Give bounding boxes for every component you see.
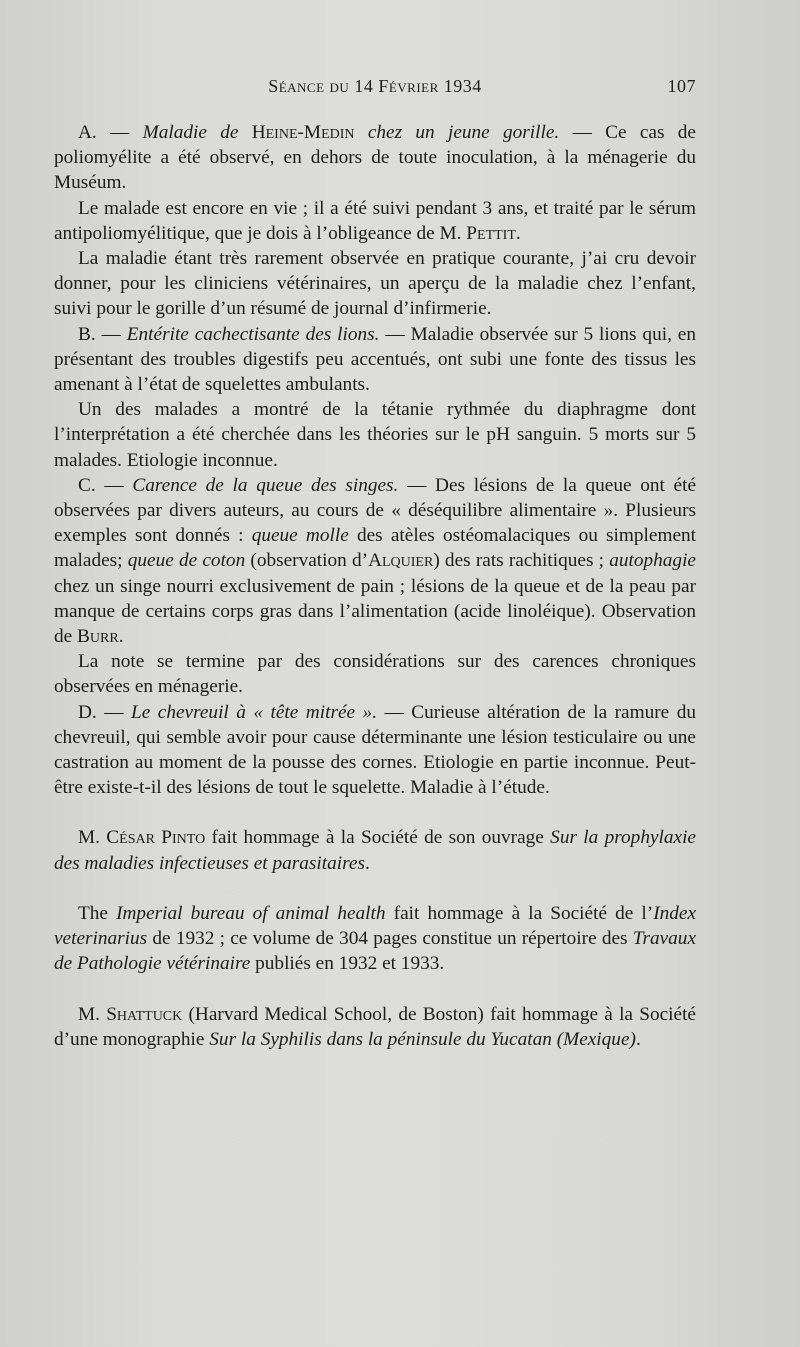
paragraph-a-heine-medin: A. — Maladie de Heine-Medin chez un jeune gorille. — Ce cas de poliomyélite a été observé, en dehors de toute inoculation, à la ménagerie du Muséum. [54,122,696,194]
paragraph-c-carence: C. — Carence de la queue des singes. — Des lésions de la queue ont été observées par divers auteurs, au cours de « déséquilibre alimentaire ». Plusieurs exemples sont donnés : queue molle des atèles ostéomalaciques ou simplement malades; queue de coton (observation d’Alquier) des rats rachitiques ; autophagie chez un singe nourri exclusivement de pain ; lésions de la queue et de la peau par manque de certains corps gras dans l’alimentation (acide linoléique). Observation de Burr. [54,474,697,648]
author-name: Shattuck [106,1003,183,1025]
paragraph-b-enterite: B. — Entérite cachectisante des lions. — Maladie observée sur 5 lions qui, en présentant des troubles digestifs peu accentués, ont subi une fonte des tissus les amenant à l’état de squelettes ambulants. [54,323,696,396]
author-name: Heine-Medin [251,122,355,143]
author-name: Burr [77,626,119,648]
author-name: Pettit [466,222,516,244]
paragraph-carences-chroniques: La note se termine par des considérations sur des carences chroniques observées en ménagerie. [54,651,696,698]
running-head [54,76,696,104]
paragraph-shattuck: M. Shattuck (Harvard Medical School, de Boston) fait hommage à la Société d’une monographie Sur la Syphilis dans la péninsule du Yucatan (Mexique). [54,1003,696,1050]
page-number: 107 [667,76,696,96]
paragraph-cesar-pinto: M. César Pinto fait hommage à la Société de son ouvrage Sur la prophylaxie des maladies infectieuses et parasitaires. [54,827,696,874]
author-name: Alquier [368,550,434,572]
paragraph-clinical-note: La maladie étant très rarement observée en pratique courante, j’ai cru devoir donner, pour les cliniciens vétérinaires, un aperçu de la maladie chez l’enfant, suivi pour le gorille d’un résumé de journal d’infirmerie. [54,248,696,320]
author-name: César Pinto [106,827,206,849]
paragraph-imperial-bureau: The Imperial bureau of animal health fait hommage à la Société de l’Index veterinarius de 1932 ; ce volume de 304 pages constitue un répertoire des Travaux de Pathologie vétérinaire publiés en 1932 et 1933. [54,902,697,975]
paragraph-d-chevreuil: D. — Le chevreuil à « tête mitrée ». — Curieuse altération de la ramure du chevreuil, qui semble avoir pour cause déterminante une lésion testiculaire ou une castration au moment de la pousse des cornes. Etiologie en partie inconnue. Peut-être existe-t-il des lésions de tout le squelette. Maladie à l’étude. [54,701,696,799]
body-text [54,120,696,1052]
running-head-title: Séance du 14 Février 1934 [268,76,482,96]
paragraph-tetanie: Un des malades a montré de la tétanie rythmée du diaphragme dont l’interprétation a été cherchée dans les théories sur le pH sanguin. 5 morts sur 5 malades. Etiologie inconnue. [54,399,696,471]
paragraph-treatment: Le malade est encore en vie ; il a été suivi pendant 3 ans, et traité par le sérum antipoliomyélitique, que je dois à l’obligeance de M. Pettit. [54,197,696,244]
